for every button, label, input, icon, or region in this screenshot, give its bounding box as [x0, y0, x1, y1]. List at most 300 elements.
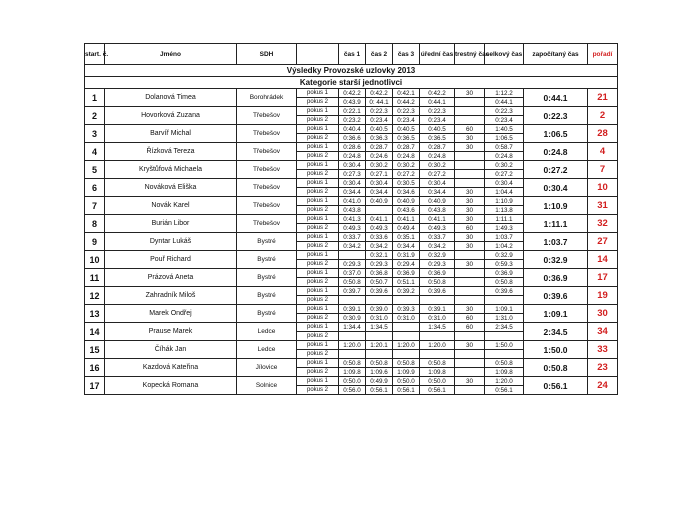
attempt-label: pokus 1 — [297, 143, 339, 152]
official-time: 1:20.0 — [420, 341, 455, 350]
time-1: 0:30.4 — [339, 179, 366, 188]
counted-time: 1:50.0 — [524, 341, 588, 359]
competitor-sdh: Bystré — [237, 287, 297, 305]
competitor-sdh: Třebešov — [237, 161, 297, 179]
official-time: 0:49.3 — [420, 224, 455, 233]
counted-time: 1:09.1 — [524, 305, 588, 323]
counted-time: 0:39.6 — [524, 287, 588, 305]
competitor-name: Novák Karel — [105, 197, 237, 215]
official-time: 0:31.0 — [420, 314, 455, 323]
time-1: 0:22.1 — [339, 107, 366, 116]
attempt-label: pokus 2 — [297, 368, 339, 377]
table-row — [85, 179, 618, 188]
counted-time: 0:22.3 — [524, 107, 588, 125]
competitor-sdh: Bystré — [237, 269, 297, 287]
time-3 — [393, 350, 420, 359]
total-time: 1:06.5 — [485, 134, 524, 143]
time-3: 0:31.0 — [393, 314, 420, 323]
time-3: 0:40.5 — [393, 125, 420, 134]
official-time: 0:28.7 — [420, 143, 455, 152]
table-row — [85, 359, 618, 368]
time-1: 0:24.8 — [339, 152, 366, 161]
penalty-time — [455, 170, 485, 179]
time-1: 0:43.9 — [339, 98, 366, 107]
competitor-sdh: Třebešov — [237, 107, 297, 125]
total-time: 0:44.1 — [485, 98, 524, 107]
time-2: 0:30.4 — [366, 179, 393, 188]
attempt-label: pokus 2 — [297, 152, 339, 161]
time-3: 0:44.2 — [393, 98, 420, 107]
time-2: 0:36.3 — [366, 134, 393, 143]
attempt-label: pokus 1 — [297, 179, 339, 188]
penalty-time — [455, 98, 485, 107]
time-2: 0:22.3 — [366, 107, 393, 116]
official-time: 1:09.8 — [420, 368, 455, 377]
penalty-time — [455, 368, 485, 377]
total-time — [485, 350, 524, 359]
time-3: 0:49.4 — [393, 224, 420, 233]
time-3: 0:42.1 — [393, 89, 420, 98]
official-time — [420, 350, 455, 359]
competitor-name: Řízková Tereza — [105, 143, 237, 161]
penalty-time — [455, 296, 485, 305]
final-order: 24 — [588, 377, 618, 395]
counted-time: 0:30.4 — [524, 179, 588, 197]
attempt-label: pokus 1 — [297, 251, 339, 260]
time-2: 0:33.6 — [366, 233, 393, 242]
time-1: 0:30.4 — [339, 161, 366, 170]
competitor-name: Zahradník Miloš — [105, 287, 237, 305]
table-row — [85, 269, 618, 278]
table-row — [85, 125, 618, 134]
penalty-time — [455, 287, 485, 296]
competitor-sdh: Bystré — [237, 233, 297, 251]
header-name: Jméno — [105, 44, 237, 65]
time-1 — [339, 251, 366, 260]
time-2: 0:30.2 — [366, 161, 393, 170]
competitor-name: Kryštůfová Michaela — [105, 161, 237, 179]
time-1: 0:43.8 — [339, 206, 366, 215]
header-attempt — [297, 44, 339, 65]
time-3: 0:22.3 — [393, 107, 420, 116]
time-2: 1:20.1 — [366, 341, 393, 350]
time-3: 0:30.5 — [393, 179, 420, 188]
start-number: 9 — [85, 233, 105, 251]
total-time: 1:20.0 — [485, 377, 524, 386]
table-row — [85, 233, 618, 242]
time-3: 0:40.9 — [393, 197, 420, 206]
time-2: 0:39.6 — [366, 287, 393, 296]
penalty-time: 30 — [455, 215, 485, 224]
total-time: 0:59.3 — [485, 260, 524, 269]
attempt-label: pokus 1 — [297, 125, 339, 134]
time-1: 0:39.1 — [339, 305, 366, 314]
penalty-time: 30 — [455, 260, 485, 269]
header-penalty-time: trestný čas — [455, 44, 485, 65]
table-row — [85, 215, 618, 224]
penalty-time — [455, 251, 485, 260]
final-order: 19 — [588, 287, 618, 305]
attempt-label: pokus 1 — [297, 269, 339, 278]
results-body — [85, 89, 618, 395]
table-row — [85, 251, 618, 260]
total-time: 0:23.4 — [485, 116, 524, 125]
official-time: 0:30.4 — [420, 179, 455, 188]
table-row — [85, 305, 618, 314]
competitor-name: Burián Libor — [105, 215, 237, 233]
penalty-time: 30 — [455, 134, 485, 143]
competitor-sdh: Třebešov — [237, 215, 297, 233]
penalty-time: 30 — [455, 206, 485, 215]
total-time: 0:58.7 — [485, 143, 524, 152]
official-time: 0:29.3 — [420, 260, 455, 269]
total-time: 1:09.1 — [485, 305, 524, 314]
penalty-time: 60 — [455, 314, 485, 323]
attempt-label: pokus 2 — [297, 278, 339, 287]
time-2: 0: 44.1 — [366, 98, 393, 107]
penalty-time — [455, 350, 485, 359]
time-2: 0:40.5 — [366, 125, 393, 134]
time-1: 0:42.2 — [339, 89, 366, 98]
official-time: 0:30.2 — [420, 161, 455, 170]
penalty-time: 30 — [455, 197, 485, 206]
time-2: 0:50.7 — [366, 278, 393, 287]
total-time: 1:03.7 — [485, 233, 524, 242]
time-2: 0:49.9 — [366, 377, 393, 386]
attempt-label: pokus 2 — [297, 314, 339, 323]
time-2: 0:41.1 — [366, 215, 393, 224]
time-1 — [339, 350, 366, 359]
official-time: 0:43.8 — [420, 206, 455, 215]
total-time: 2:34.5 — [485, 323, 524, 332]
time-1: 0:33.7 — [339, 233, 366, 242]
attempt-label: pokus 2 — [297, 98, 339, 107]
header-counted-time: započítaný čas — [524, 44, 588, 65]
time-3: 0:36.5 — [393, 134, 420, 143]
start-number: 6 — [85, 179, 105, 197]
total-time: 1:11.1 — [485, 215, 524, 224]
penalty-time: 30 — [455, 233, 485, 242]
competitor-sdh: Solnice — [237, 377, 297, 395]
official-time — [420, 332, 455, 341]
attempt-label: pokus 1 — [297, 341, 339, 350]
time-3: 0:50.8 — [393, 359, 420, 368]
total-time: 1:40.5 — [485, 125, 524, 134]
time-3: 0:50.0 — [393, 377, 420, 386]
final-order: 14 — [588, 251, 618, 269]
competitor-name: Pouř Richard — [105, 251, 237, 269]
time-1: 0:37.0 — [339, 269, 366, 278]
official-time: 0:56.1 — [420, 386, 455, 395]
time-2: 0:39.0 — [366, 305, 393, 314]
header-sdh: SDH — [237, 44, 297, 65]
counted-time: 0:56.1 — [524, 377, 588, 395]
time-2: 0:34.2 — [366, 242, 393, 251]
time-3: 0:39.2 — [393, 287, 420, 296]
header-time-1: čas 1 — [339, 44, 366, 65]
penalty-time: 30 — [455, 377, 485, 386]
time-2: 0:27.1 — [366, 170, 393, 179]
total-time: 0:32.9 — [485, 251, 524, 260]
counted-time: 1:03.7 — [524, 233, 588, 251]
official-time: 0:50.8 — [420, 278, 455, 287]
competitor-sdh: Třebešov — [237, 197, 297, 215]
official-time: 0:23.4 — [420, 116, 455, 125]
time-1: 0:41.3 — [339, 215, 366, 224]
competitor-name: Marek Ondřej — [105, 305, 237, 323]
attempt-label: pokus 2 — [297, 242, 339, 251]
penalty-time — [455, 278, 485, 287]
competitor-sdh: Ledce — [237, 323, 297, 341]
time-3: 0:24.8 — [393, 152, 420, 161]
table-row — [85, 143, 618, 152]
attempt-label: pokus 2 — [297, 350, 339, 359]
time-1: 0:29.3 — [339, 260, 366, 269]
penalty-time — [455, 386, 485, 395]
header-official-time: úřední čas — [420, 44, 455, 65]
attempt-label: pokus 2 — [297, 170, 339, 179]
results-sheet — [84, 43, 617, 395]
total-time: 1:04.2 — [485, 242, 524, 251]
time-2 — [366, 296, 393, 305]
time-1: 0:40.4 — [339, 125, 366, 134]
counted-time: 2:34.5 — [524, 323, 588, 341]
competitor-name: Barvíř Michal — [105, 125, 237, 143]
start-number: 15 — [85, 341, 105, 359]
attempt-label: pokus 1 — [297, 305, 339, 314]
competitor-sdh: Bystré — [237, 305, 297, 323]
attempt-label: pokus 1 — [297, 377, 339, 386]
time-3 — [393, 296, 420, 305]
time-2 — [366, 350, 393, 359]
time-2: 0:49.3 — [366, 224, 393, 233]
time-3: 0:35.1 — [393, 233, 420, 242]
attempt-label: pokus 2 — [297, 332, 339, 341]
counted-time: 0:24.8 — [524, 143, 588, 161]
competitor-name: Nováková Eliška — [105, 179, 237, 197]
start-number: 12 — [85, 287, 105, 305]
time-1: 0:50.0 — [339, 377, 366, 386]
counted-time: 1:10.9 — [524, 197, 588, 215]
time-1: 1:20.0 — [339, 341, 366, 350]
start-number: 1 — [85, 89, 105, 107]
competitor-sdh: Třebešov — [237, 125, 297, 143]
competitor-sdh: Jílovice — [237, 359, 297, 377]
time-3: 0:28.7 — [393, 143, 420, 152]
total-time — [485, 332, 524, 341]
final-order: 34 — [588, 323, 618, 341]
time-3 — [393, 323, 420, 332]
official-time: 0:50.8 — [420, 359, 455, 368]
time-2: 0:28.7 — [366, 143, 393, 152]
official-time: 0:42.2 — [420, 89, 455, 98]
final-order: 23 — [588, 359, 618, 377]
start-number: 2 — [85, 107, 105, 125]
official-time: 0:24.8 — [420, 152, 455, 161]
official-time: 0:36.9 — [420, 269, 455, 278]
time-3: 0:41.1 — [393, 215, 420, 224]
final-order: 28 — [588, 125, 618, 143]
time-2: 1:34.5 — [366, 323, 393, 332]
penalty-time: 60 — [455, 125, 485, 134]
penalty-time — [455, 359, 485, 368]
penalty-time — [455, 161, 485, 170]
time-1: 0:36.6 — [339, 134, 366, 143]
penalty-time: 30 — [455, 341, 485, 350]
final-order: 7 — [588, 161, 618, 179]
time-1: 0:39.7 — [339, 287, 366, 296]
time-3: 0:31.9 — [393, 251, 420, 260]
penalty-time — [455, 107, 485, 116]
competitor-sdh: Borohrádek — [237, 89, 297, 107]
header-order: pořadí — [588, 44, 618, 65]
official-time: 0:41.1 — [420, 215, 455, 224]
time-1: 0:56.0 — [339, 386, 366, 395]
competitor-name: Kopecká Romana — [105, 377, 237, 395]
time-3: 0:27.2 — [393, 170, 420, 179]
start-number: 17 — [85, 377, 105, 395]
penalty-time: 60 — [455, 224, 485, 233]
category-title: Kategorie starší jednotlivci — [85, 77, 618, 89]
header-time-2: čas 2 — [366, 44, 393, 65]
time-3: 0:30.2 — [393, 161, 420, 170]
start-number: 5 — [85, 161, 105, 179]
time-2: 0:31.0 — [366, 314, 393, 323]
official-time: 0:33.7 — [420, 233, 455, 242]
penalty-time: 30 — [455, 242, 485, 251]
start-number: 13 — [85, 305, 105, 323]
time-1: 0:27.3 — [339, 170, 366, 179]
time-3: 0:43.6 — [393, 206, 420, 215]
total-time: 1:13.8 — [485, 206, 524, 215]
time-2: 0:40.9 — [366, 197, 393, 206]
total-time: 0:30.2 — [485, 161, 524, 170]
total-time: 0:27.2 — [485, 170, 524, 179]
time-1: 0:41.0 — [339, 197, 366, 206]
time-3: 0:34.6 — [393, 188, 420, 197]
total-time: 0:24.8 — [485, 152, 524, 161]
time-2: 0:29.3 — [366, 260, 393, 269]
final-order: 17 — [588, 269, 618, 287]
attempt-label: pokus 1 — [297, 287, 339, 296]
official-time: 0:27.2 — [420, 170, 455, 179]
official-time — [420, 296, 455, 305]
penalty-time: 30 — [455, 89, 485, 98]
time-1: 0:50.8 — [339, 278, 366, 287]
table-row — [85, 323, 618, 332]
counted-time: 1:06.5 — [524, 125, 588, 143]
time-2: 0:42.2 — [366, 89, 393, 98]
time-3: 0:36.9 — [393, 269, 420, 278]
start-number: 14 — [85, 323, 105, 341]
start-number: 7 — [85, 197, 105, 215]
final-order: 33 — [588, 341, 618, 359]
competitor-name: Prause Marek — [105, 323, 237, 341]
start-number: 11 — [85, 269, 105, 287]
results-table — [84, 43, 618, 395]
total-time: 1:49.3 — [485, 224, 524, 233]
final-order: 27 — [588, 233, 618, 251]
attempt-label: pokus 1 — [297, 233, 339, 242]
counted-time: 1:11.1 — [524, 215, 588, 233]
competitor-name: Kazdová Kateřina — [105, 359, 237, 377]
time-1: 0:50.8 — [339, 359, 366, 368]
time-1: 1:09.8 — [339, 368, 366, 377]
time-3: 1:20.0 — [393, 341, 420, 350]
start-number: 10 — [85, 251, 105, 269]
final-order: 2 — [588, 107, 618, 125]
total-time: 0:36.9 — [485, 269, 524, 278]
time-3: 0:56.1 — [393, 386, 420, 395]
start-number: 4 — [85, 143, 105, 161]
total-time: 1:09.8 — [485, 368, 524, 377]
final-order: 30 — [588, 305, 618, 323]
time-1: 0:34.2 — [339, 242, 366, 251]
counted-time: 0:36.9 — [524, 269, 588, 287]
official-time: 0:36.5 — [420, 134, 455, 143]
total-time: 1:12.2 — [485, 89, 524, 98]
official-time: 0:40.5 — [420, 125, 455, 134]
competitor-name: Dyntar Lukáš — [105, 233, 237, 251]
time-1: 0:30.9 — [339, 314, 366, 323]
time-1: 0:49.3 — [339, 224, 366, 233]
total-time — [485, 296, 524, 305]
table-row — [85, 377, 618, 386]
final-order: 21 — [588, 89, 618, 107]
official-time: 0:39.1 — [420, 305, 455, 314]
total-time: 0:39.6 — [485, 287, 524, 296]
official-time: 0:40.9 — [420, 197, 455, 206]
official-time: 1:34.5 — [420, 323, 455, 332]
table-row — [85, 287, 618, 296]
time-2: 0:24.6 — [366, 152, 393, 161]
penalty-time — [455, 179, 485, 188]
competitor-sdh: Ledce — [237, 341, 297, 359]
time-3: 0:23.4 — [393, 116, 420, 125]
total-time: 1:50.0 — [485, 341, 524, 350]
total-time: 0:50.8 — [485, 359, 524, 368]
official-time: 0:50.0 — [420, 377, 455, 386]
time-1 — [339, 332, 366, 341]
competitor-name: Dolanová Timea — [105, 89, 237, 107]
start-number: 8 — [85, 215, 105, 233]
counted-time: 0:44.1 — [524, 89, 588, 107]
time-3: 1:09.9 — [393, 368, 420, 377]
time-1: 0:28.6 — [339, 143, 366, 152]
start-number: 3 — [85, 125, 105, 143]
table-row — [85, 161, 618, 170]
header-start: start. č. — [85, 44, 105, 65]
official-time: 0:22.3 — [420, 107, 455, 116]
penalty-time — [455, 152, 485, 161]
time-3: 0:51.1 — [393, 278, 420, 287]
total-time: 0:22.3 — [485, 107, 524, 116]
total-time: 0:56.1 — [485, 386, 524, 395]
final-order: 4 — [588, 143, 618, 161]
attempt-label: pokus 2 — [297, 224, 339, 233]
time-2: 0:36.8 — [366, 269, 393, 278]
penalty-time: 30 — [455, 143, 485, 152]
official-time: 0:32.9 — [420, 251, 455, 260]
time-2: 0:34.4 — [366, 188, 393, 197]
time-2: 0:56.1 — [366, 386, 393, 395]
penalty-time: 30 — [455, 188, 485, 197]
attempt-label: pokus 1 — [297, 161, 339, 170]
time-2: 1:09.6 — [366, 368, 393, 377]
time-1: 0:34.4 — [339, 188, 366, 197]
total-time: 0:30.4 — [485, 179, 524, 188]
attempt-label: pokus 2 — [297, 116, 339, 125]
